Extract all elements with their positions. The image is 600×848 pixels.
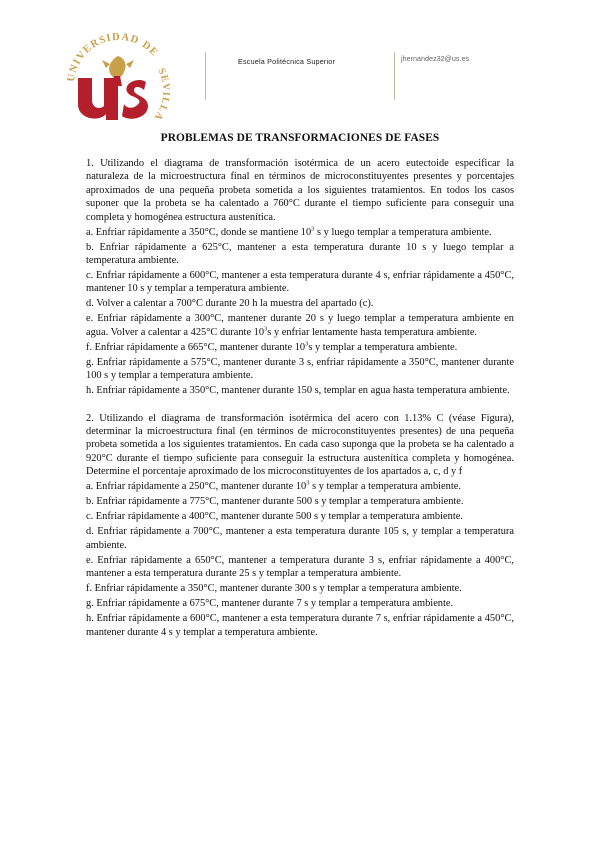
problem-2-statement: 2. Utilizando el diagrama de transformación isotérmica del acero con 1.13% C (véase Figura), determinar la microestructura final (en términos de microconstituyentes presentes) de una pequeña probeta sometida a los siguientes tratamientos. En cada caso suponga que la probeta se ha calentado a 920°C durante el tiempo suficiente para conseguir la estructura austenítica completa y homogénea. Determine el porcentaje aproximado de los microconstituyentes de los apartados a, c, d y f — [86, 412, 514, 478]
problem-1-item-b: b. Enfriar rápidamente a 625°C, mantener a esta temperatura durante 10 s y luego templar a temperatura ambiente. — [86, 241, 514, 267]
logo-u-glyph — [78, 78, 118, 120]
svg-text:SEVILLA — [151, 67, 171, 123]
page-title: PROBLEMAS DE TRANSFORMACIONES DE FASES — [160, 132, 440, 144]
problem-1-item-e: e. Enfriar rápidamente a 300°C, mantener durante 20 s y luego templar a temperatura ambiente en agua. Volver a calentar a 425°C durante $10^3s$ y enfriar lentamente hasta temperatura ambiente. — [86, 313, 514, 338]
problem-2 — [86, 412, 514, 639]
logo-text-top: UNIVERSIDAD DE — [66, 31, 161, 83]
header-divider-right — [394, 52, 395, 100]
author-email: jhernandez32@us.es — [401, 54, 470, 63]
document-body — [86, 157, 514, 639]
logo-s-glyph — [122, 80, 148, 119]
header-divider-left — [205, 52, 206, 100]
problem-2-item-a: a. Enfriar rápidamente a 250°C, mantener durante $10^3$ s y templar a temperatura ambiente. — [86, 479, 461, 493]
problem-2-item-d: d. Enfriar rápidamente a 700°C, mantener a esta temperatura durante 105 s, y templar a temperatura ambiente. — [86, 526, 514, 551]
problem-1-item-h: h. Enfriar rápidamente a 350°C, mantener durante 150 s, templar en agua hasta temperatura ambiente. — [86, 385, 510, 397]
section-gap — [86, 398, 514, 412]
problem-2-item-f: f. Enfriar rápidamente a 350°C, mantener durante 300 s y templar a temperatura ambiente. — [86, 583, 462, 595]
problem-2-item-g: g. Enfriar rápidamente a 675°C, mantener durante 7 s y templar a temperatura ambiente. — [86, 598, 454, 610]
problem-1-item-g: g. Enfriar rápidamente a 575°C, mantener durante 3 s, enfriar rápidamente a 350°C, mantener durante 100 s y templar a temperatura ambiente. — [86, 356, 514, 382]
problem-1-statement: 1. Utilizando el diagrama de transformación isotérmica de un acero eutectoide especificar la naturaleza de la microestructura final en términos de microconstituyentes presentes y porcentajes aproximados de una pequeña probeta sometida a los siguientes tratamientos. En todos los casos suponer que la probeta se ha calentado a 760°C durante el tiempo suficiente para conseguir una completa y homogénea estructura austenítica. — [86, 158, 514, 223]
problem-2-item-e: e. Enfriar rápidamente a 650°C, mantener a temperatura durante 3 s, enfriar rápidamente a 400°C, mantener a esta temperatura durante 25 s y templar a temperatura ambiente. — [86, 554, 514, 580]
problem-2-item-b: b. Enfriar rápidamente a 775°C, mantener durante 500 s y templar a temperatura ambiente. — [86, 496, 464, 508]
problem-1-item-d: d. Volver a calentar a 700°C durante 20 h la muestra del apartado (c). — [86, 298, 374, 310]
school-name: Escuela Politécnica Superior — [238, 57, 336, 66]
problem-1-item-f: f. Enfriar rápidamente a 665°C, mantener durante $10^3s$ y templar a temperatura ambiente. — [86, 340, 458, 353]
problem-1 — [86, 157, 514, 398]
problem-2-item-h: h. Enfriar rápidamente a 600°C, mantener a esta temperatura durante 7 s, enfriar rápidamente a 450°C, mantener durante 4 s y templar a temperatura ambiente. — [86, 613, 514, 638]
problem-1-item-c: c. Enfriar rápidamente a 600°C, mantener a esta temperatura durante 4 s, enfriar rápidamente a 450°C, mantener 10 s y templar a temperatura ambiente. — [86, 270, 514, 295]
university-logo — [66, 30, 172, 124]
logo-text-right: SEVILLA — [151, 66, 172, 123]
problem-1-item-a: a. Enfriar rápidamente a 350°C, donde se mantiene $10^3$ s y luego templar a temperatura ambiente. — [86, 225, 492, 238]
problem-2-item-c: c. Enfriar rápidamente a 400°C, mantener durante 500 s y templar a temperatura ambiente. — [86, 511, 463, 523]
